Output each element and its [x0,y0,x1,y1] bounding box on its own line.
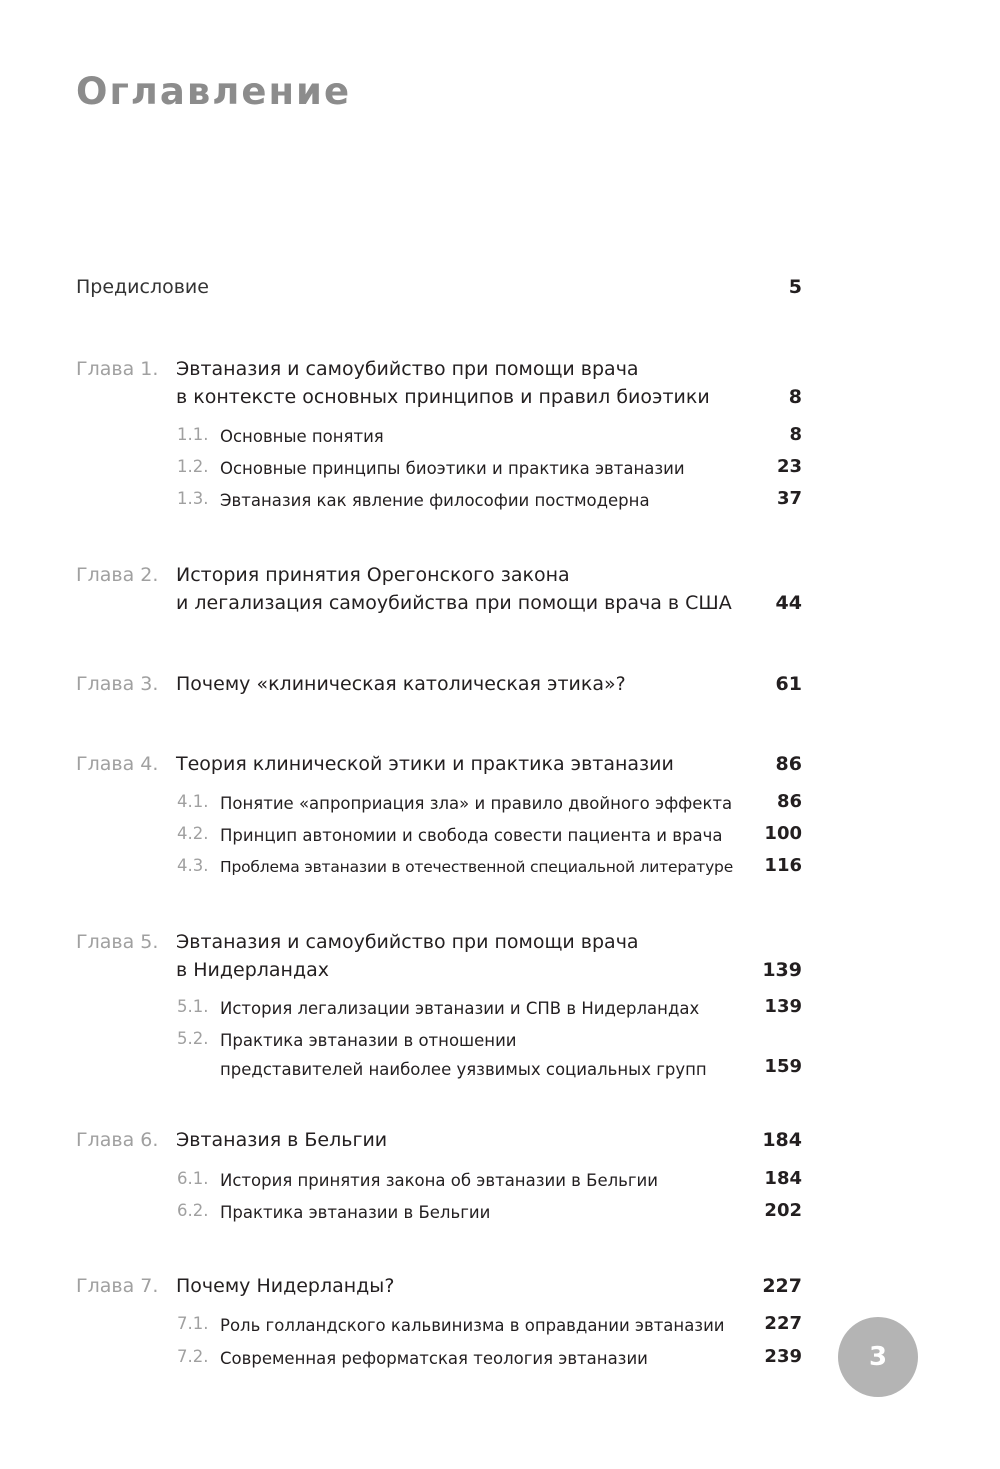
section-number: 7.1. [177,1314,209,1333]
chapter-page: 139 [762,959,802,981]
chapter-label: Глава 3. [76,673,159,695]
section-page: 184 [764,1168,802,1189]
chapter-title: Эвтаназия в Бельгии [176,1129,388,1151]
section-page: 37 [776,488,802,509]
section-title: Основные понятия [220,427,384,446]
chapter-title: Почему Нидерланды? [176,1275,395,1297]
section-title: История легализации эвтаназии и СПВ в Нидерландах [220,999,700,1018]
chapter-title: Почему «клиническая католическая этика»? [176,673,626,695]
section-page: 116 [764,855,802,876]
section-page: 227 [764,1313,802,1334]
chapter-page: 61 [775,673,802,695]
chapter-label: Глава 5. [76,931,159,953]
section-title: Понятие «апроприация зла» и правило двойного эффекта [220,794,733,813]
section-page: 139 [764,996,802,1017]
section-number: 6.2. [177,1201,209,1220]
chapter-title: История принятия Орегонского закона и легализация самоубийства при помощи врача в США [176,564,732,614]
section-title: Принцип автономии и свобода совести пациента и врача [220,826,723,845]
section-number: 4.3. [177,856,209,875]
section-number: 6.1. [177,1169,209,1188]
section-title: Современная реформатская теология эвтаназии [220,1349,648,1368]
chapter-title: Теория клинической этики и практика эвтаназии [176,753,674,775]
section-page: 159 [764,1056,802,1077]
section-title: Проблема эвтаназии в отечественной специальной литературе [220,858,734,876]
chapter-page: 227 [762,1275,802,1297]
section-page: 239 [764,1346,802,1367]
section-number: 5.2. [177,1029,209,1048]
section-number: 5.1. [177,997,209,1016]
chapter-label: Глава 2. [76,564,159,586]
section-number: 7.2. [177,1347,209,1366]
page-number-badge: 3 [838,1317,918,1397]
section-number: 4.2. [177,824,209,843]
section-number: 1.2. [177,457,209,476]
chapter-title: Эвтаназия и самоубийство при помощи врача в контексте основных принципов и правил биоэтики [176,358,710,408]
chapter-label: Глава 1. [76,358,159,380]
section-number: 1.1. [177,425,209,444]
section-title: Практика эвтаназии в отношении представителей наиболее уязвимых социальных групп [220,1031,707,1079]
section-title: История принятия закона об эвтаназии в Бельгии [220,1171,658,1190]
chapter-label: Глава 7. [76,1275,159,1297]
section-title: Эвтаназия как явление философии постмодерна [220,491,650,510]
section-page: 202 [764,1200,802,1221]
preface-page: 5 [788,276,802,298]
chapter-label: Глава 4. [76,753,159,775]
section-number: 4.1. [177,792,209,811]
section-number: 1.3. [177,489,209,508]
chapter-title: Эвтаназия и самоубийство при помощи врача в Нидерландах [176,931,639,981]
chapter-page: 8 [788,386,802,408]
section-page: 23 [776,456,802,477]
chapter-page: 184 [762,1129,802,1151]
section-page: 100 [764,823,802,844]
section-title: Роль голландского кальвинизма в оправдании эвтаназии [220,1316,725,1335]
preface-title: Предисловие [76,276,209,298]
section-title: Практика эвтаназии в Бельгии [220,1203,491,1222]
chapter-page: 86 [775,753,802,775]
section-title: Основные принципы биоэтики и практика эвтаназии [220,459,685,478]
page-title: Оглавление [76,70,352,113]
chapter-label: Глава 6. [76,1129,159,1151]
section-page: 86 [776,791,802,812]
chapter-page: 44 [775,592,802,614]
section-page: 8 [789,424,802,445]
